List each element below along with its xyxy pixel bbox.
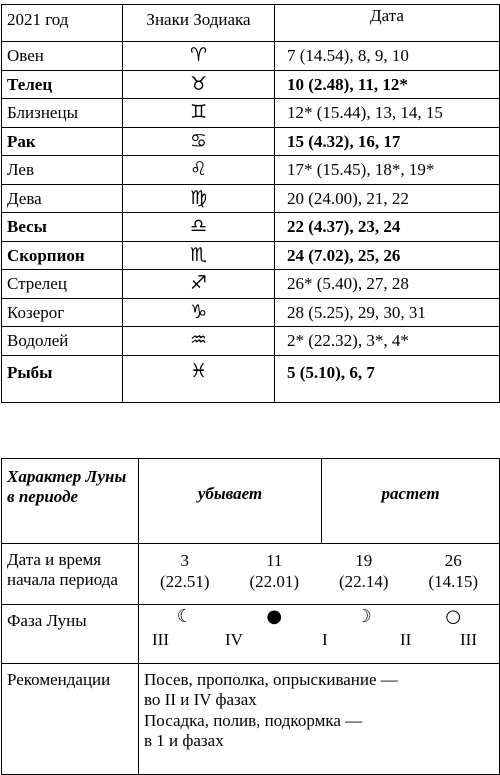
zodiac-symbol-icon: ♒︎ — [123, 327, 275, 356]
zodiac-row — [2, 70, 500, 99]
recommendations-row — [2, 664, 500, 775]
period-time: (22.51) — [159, 572, 210, 592]
period-day: 11 — [266, 551, 283, 570]
waning-crescent-icon: ☾ — [176, 606, 193, 627]
recommendation-line: во II и IV фазах — [144, 690, 257, 710]
period-day: 19 — [355, 551, 373, 570]
zodiac-symbol-icon: ♈︎ — [123, 42, 275, 71]
period-time: (14.15) — [428, 572, 479, 592]
waxing-label: растет — [322, 459, 500, 544]
header-signs: Знаки Зодиака — [123, 5, 275, 42]
sign-dates: 12* (15.44), 13, 14, 15 — [275, 99, 500, 128]
sign-dates: 5 (5.10), 6, 7 — [275, 355, 500, 402]
sign-dates: 22 (4.37), 23, 24 — [275, 213, 500, 242]
sign-dates: 7 (14.54), 8, 9, 10 — [275, 42, 500, 71]
zodiac-row — [2, 99, 500, 128]
recommendations-text — [139, 664, 500, 775]
zodiac-symbol-icon: ♉︎ — [123, 70, 275, 99]
sign-dates: 17* (15.45), 18*, 19* — [275, 156, 500, 185]
phase-roman-3: I — [322, 630, 328, 649]
zodiac-row — [2, 327, 500, 356]
waxing-crescent-icon: ☽ — [355, 606, 372, 627]
sign-name: Овен — [2, 42, 123, 71]
sign-name: Рак — [2, 127, 123, 156]
sign-dates: 24 (7.02), 25, 26 — [275, 241, 500, 270]
period-day: 26 — [444, 551, 462, 570]
zodiac-header-row — [2, 5, 500, 42]
recommendation-line: Посев, прополка, опрыскивание — — [144, 670, 398, 689]
zodiac-row — [2, 298, 500, 327]
sign-name: Скорпион — [2, 241, 123, 270]
zodiac-symbol-icon: ♋︎ — [123, 127, 275, 156]
period-time: (22.01) — [249, 572, 300, 592]
sign-dates: 2* (22.32), 3*, 4* — [275, 327, 500, 356]
zodiac-row — [2, 184, 500, 213]
sign-dates: 28 (5.25), 29, 30, 31 — [275, 298, 500, 327]
zodiac-row — [2, 241, 500, 270]
header-date: Дата — [275, 5, 500, 42]
moon-phase-table — [1, 458, 500, 775]
recommendation-line: в 1 и фазах — [144, 731, 224, 751]
header-year: 2021 год — [2, 5, 123, 42]
sign-name: Близнецы — [2, 99, 123, 128]
zodiac-symbol-icon: ♌︎ — [123, 156, 275, 185]
zodiac-table — [1, 4, 500, 403]
zodiac-row — [2, 213, 500, 242]
zodiac-symbol-icon: ♍︎ — [123, 184, 275, 213]
moon-character-label: Характер Луны в периоде — [2, 459, 139, 544]
sign-dates: 10 (2.48), 11, 12* — [275, 70, 500, 99]
moon-phase-values — [139, 605, 500, 664]
sign-name: Рыбы — [2, 355, 123, 402]
period-start-values — [139, 544, 500, 605]
zodiac-symbol-icon: ♓︎ — [123, 355, 275, 402]
sign-dates: 26* (5.40), 27, 28 — [275, 270, 500, 299]
sign-dates: 20 (24.00), 21, 22 — [275, 184, 500, 213]
period-start-label: Дата и время начала периода — [2, 544, 139, 605]
sign-name: Козерог — [2, 298, 123, 327]
zodiac-row — [2, 270, 500, 299]
phase-roman-5: III — [460, 630, 477, 649]
zodiac-symbol-icon: ♎︎ — [123, 213, 275, 242]
sign-name: Лев — [2, 156, 123, 185]
zodiac-symbol-icon: ♑︎ — [123, 298, 275, 327]
phase-roman-1: III — [152, 630, 169, 649]
period-4 — [409, 550, 499, 593]
sign-dates: 15 (4.32), 16, 17 — [275, 127, 500, 156]
period-day: 3 — [180, 551, 189, 570]
period-time: (22.14) — [338, 572, 389, 592]
zodiac-symbol-icon: ♊︎ — [123, 99, 275, 128]
zodiac-row — [2, 355, 500, 402]
moon-character-row — [2, 459, 500, 544]
zodiac-symbol-icon: ♐︎ — [123, 270, 275, 299]
sign-name: Водолей — [2, 327, 123, 356]
full-moon-icon: ○ — [445, 606, 462, 627]
recommendations-label: Рекомендации — [2, 664, 139, 775]
moon-phase-label: Фаза Луны — [2, 605, 139, 664]
zodiac-row — [2, 42, 500, 71]
phase-roman-2: IV — [225, 630, 243, 649]
period-1 — [140, 550, 230, 593]
zodiac-row — [2, 156, 500, 185]
zodiac-row — [2, 127, 500, 156]
sign-name: Телец — [2, 70, 123, 99]
moon-phase-row — [2, 605, 500, 664]
sign-name: Дева — [2, 184, 123, 213]
sign-name: Весы — [2, 213, 123, 242]
phase-roman-4: II — [400, 630, 412, 649]
period-start-row — [2, 544, 500, 605]
period-3 — [319, 550, 409, 593]
sign-name: Стрелец — [2, 270, 123, 299]
new-moon-icon: ● — [266, 606, 283, 627]
zodiac-symbol-icon: ♏︎ — [123, 241, 275, 270]
period-2 — [230, 550, 320, 593]
recommendation-line: Посадка, полив, подкормка — — [144, 710, 363, 730]
waning-label: убывает — [139, 459, 322, 544]
